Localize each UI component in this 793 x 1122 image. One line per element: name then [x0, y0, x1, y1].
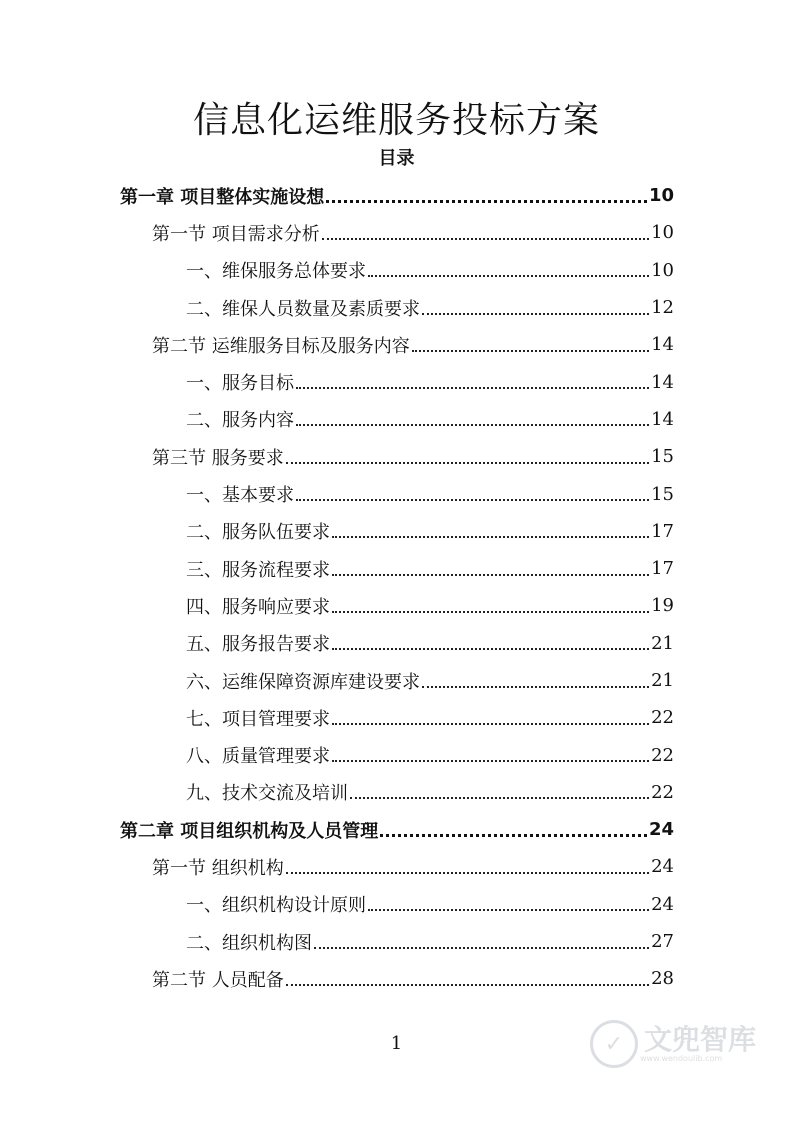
table-of-contents	[120, 177, 674, 998]
toc-entry-text: 一、组织机构设计原则	[186, 895, 366, 917]
toc-entry[interactable]	[120, 960, 674, 997]
toc-entry-text: 第二节 运维服务目标及服务内容	[152, 335, 410, 357]
dot-leader	[296, 499, 649, 501]
watermark	[590, 1020, 756, 1068]
toc-entry-page: 10	[651, 259, 674, 281]
dot-leader	[314, 947, 649, 949]
toc-entry-page: 17	[651, 520, 674, 542]
dot-leader	[350, 797, 649, 799]
dot-leader	[412, 350, 649, 352]
toc-entry[interactable]	[120, 811, 674, 848]
toc-entry[interactable]	[120, 363, 674, 400]
toc-entry[interactable]	[120, 326, 674, 363]
toc-entry[interactable]	[120, 401, 674, 438]
watermark-url: www.wendoulib.com	[640, 1053, 723, 1063]
toc-entry[interactable]	[120, 736, 674, 773]
page-number: 1	[390, 1033, 403, 1054]
dot-leader	[368, 909, 649, 911]
toc-entry[interactable]	[120, 699, 674, 736]
toc-entry-page: 12	[651, 297, 674, 319]
toc-entry[interactable]	[120, 848, 674, 885]
toc-entry-page: 22	[651, 744, 674, 766]
toc-entry-text: 二、服务内容	[186, 410, 294, 432]
dot-leader	[380, 834, 647, 837]
toc-entry-page: 28	[651, 968, 674, 990]
toc-entry-text: 二、维保人员数量及素质要求	[186, 298, 420, 320]
toc-entry[interactable]	[120, 289, 674, 326]
toc-entry-text: 八、质量管理要求	[186, 746, 330, 768]
toc-entry-text: 二、组织机构图	[186, 932, 312, 954]
toc-entry-text: 一、服务目标	[186, 373, 294, 395]
toc-entry-page: 24	[651, 893, 674, 915]
toc-entry-page: 17	[651, 558, 674, 580]
toc-entry[interactable]	[120, 886, 674, 923]
wendoc-logo-icon: ✓	[590, 1020, 638, 1068]
toc-entry[interactable]	[120, 550, 674, 587]
dot-leader	[286, 984, 649, 986]
toc-entry-page: 27	[651, 931, 674, 953]
dot-leader	[286, 872, 649, 874]
toc-entry-text: 第三节 服务要求	[152, 447, 284, 469]
toc-entry-text: 第二节 人员配备	[152, 969, 284, 991]
toc-entry[interactable]	[120, 923, 674, 960]
toc-entry[interactable]	[120, 214, 674, 251]
toc-entry-page: 14	[651, 371, 674, 393]
toc-entry-page: 24	[651, 856, 674, 878]
toc-entry-page: 19	[651, 595, 674, 617]
toc-entry[interactable]	[120, 252, 674, 289]
toc-entry-text: 五、服务报告要求	[186, 634, 330, 656]
dot-leader	[332, 574, 649, 576]
dot-leader	[296, 387, 649, 389]
toc-entry-text: 一、基本要求	[186, 485, 294, 507]
dot-leader	[422, 686, 649, 688]
dot-leader	[332, 723, 649, 725]
watermark-text: 文兜智库	[644, 1022, 757, 1056]
toc-entry-page: 22	[651, 707, 674, 729]
toc-entry-page: 24	[648, 819, 674, 841]
dot-leader	[286, 462, 649, 464]
dot-leader	[422, 313, 649, 315]
toc-entry-text: 第二章 项目组织机构及人员管理	[120, 820, 379, 842]
toc-entry-page: 14	[651, 334, 674, 356]
toc-entry-page: 14	[651, 408, 674, 430]
toc-entry[interactable]	[120, 513, 674, 550]
dot-leader	[332, 536, 649, 538]
toc-entry-page: 10	[651, 222, 674, 244]
toc-entry[interactable]	[120, 177, 674, 214]
toc-entry-page: 15	[651, 446, 674, 468]
toc-entry[interactable]	[120, 625, 674, 662]
dot-leader	[332, 760, 649, 762]
dot-leader	[368, 275, 649, 277]
toc-entry-text: 二、服务队伍要求	[186, 522, 330, 544]
toc-entry[interactable]	[120, 662, 674, 699]
toc-entry-text: 六、运维保障资源库建设要求	[186, 671, 420, 693]
toc-entry[interactable]	[120, 587, 674, 624]
toc-entry-text: 一、维保服务总体要求	[186, 261, 366, 283]
dot-leader	[326, 200, 647, 203]
dot-leader	[296, 424, 649, 426]
toc-entry-text: 四、服务响应要求	[186, 596, 330, 618]
toc-heading: 目录	[378, 148, 415, 169]
toc-entry-page: 21	[651, 670, 674, 691]
toc-entry-text: 第一节 项目需求分析	[152, 223, 320, 245]
toc-entry[interactable]	[120, 475, 674, 512]
toc-entry[interactable]	[120, 438, 674, 475]
toc-entry-page: 21	[651, 632, 674, 654]
toc-entry-text: 九、技术交流及培训	[186, 783, 348, 805]
toc-entry[interactable]	[120, 774, 674, 811]
toc-entry-page: 10	[648, 185, 674, 207]
toc-entry-page: 22	[651, 781, 674, 803]
dot-leader	[332, 611, 649, 613]
toc-entry-text: 三、服务流程要求	[186, 559, 330, 581]
toc-entry-text: 第一章 项目整体实施设想	[120, 186, 325, 208]
document-title: 信息化运维服务投标方案	[192, 100, 600, 141]
toc-entry-text: 第一节 组织机构	[152, 857, 284, 879]
dot-leader	[322, 238, 649, 240]
toc-entry-text: 七、项目管理要求	[186, 708, 330, 730]
dot-leader	[332, 648, 649, 650]
toc-entry-page: 15	[651, 483, 674, 505]
